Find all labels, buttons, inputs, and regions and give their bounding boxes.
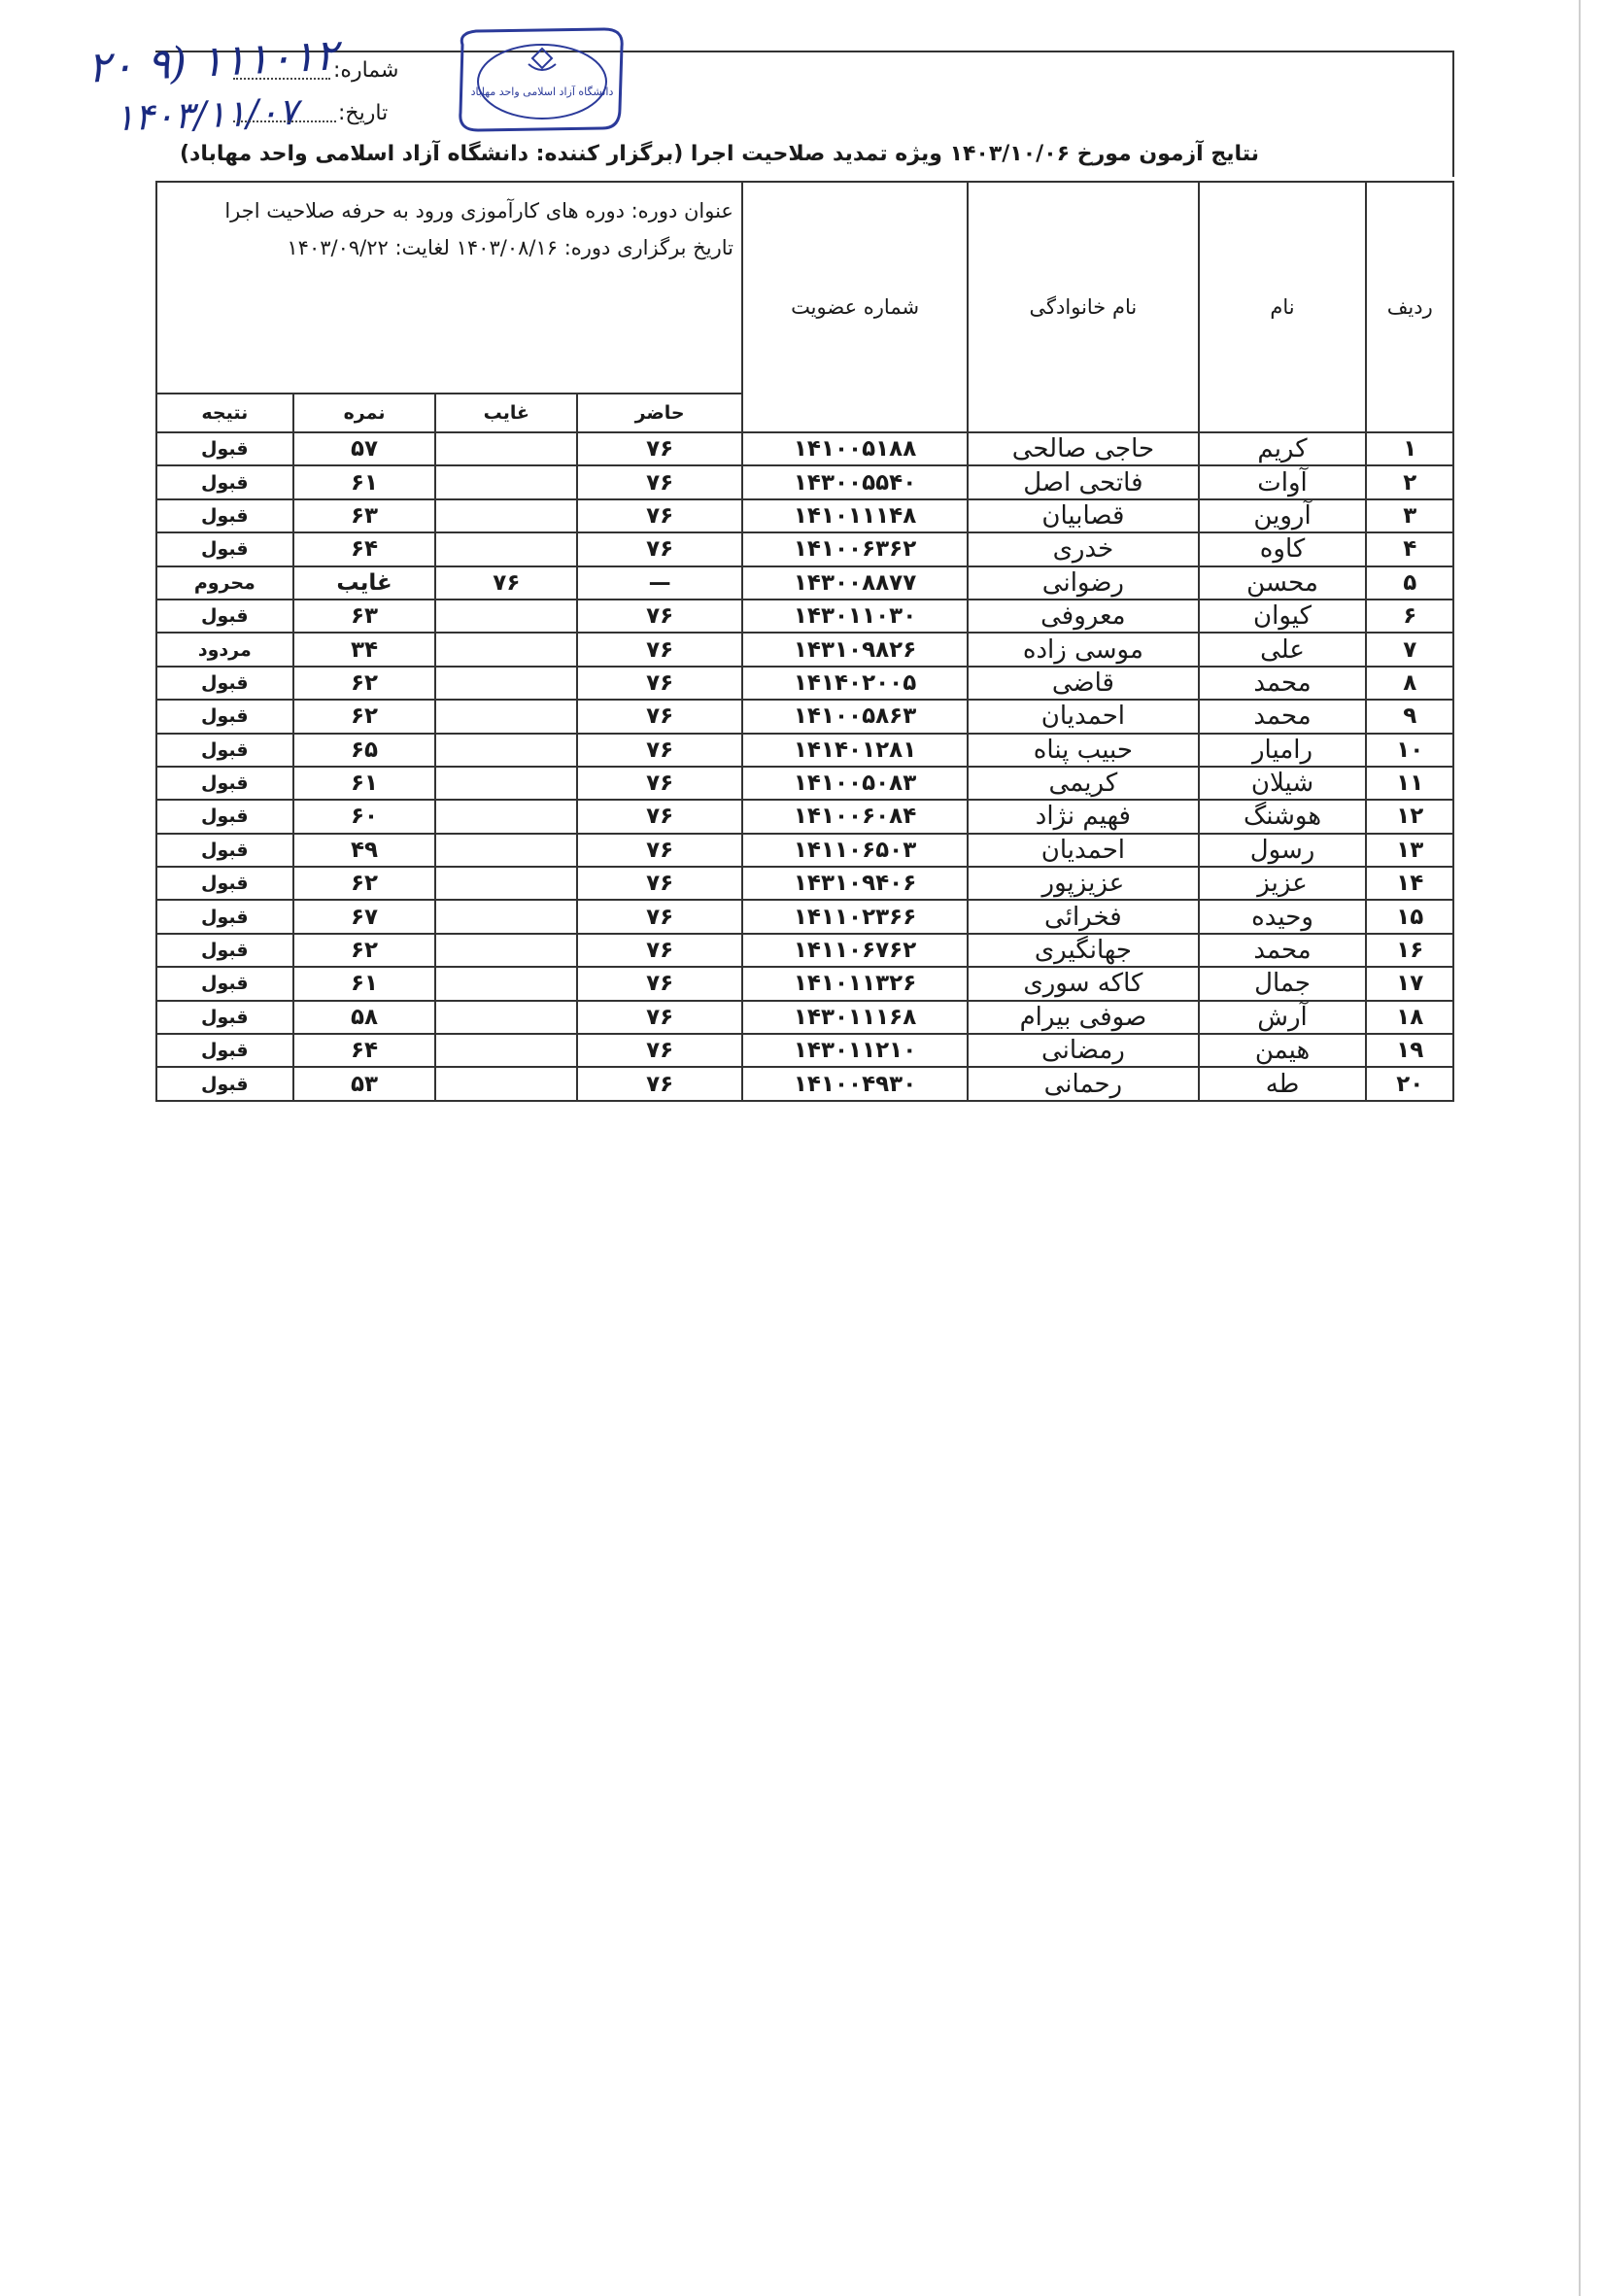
table-row <box>156 800 1453 833</box>
table-row <box>156 867 1453 900</box>
result-cell: قبول <box>156 1001 293 1034</box>
result-cell: قبول <box>156 532 293 565</box>
member-number-cell: ۱۴۳۰۱۱۰۳۰ <box>742 600 968 633</box>
row-number-cell: ۱۰ <box>1366 734 1453 767</box>
score-cell: ۶۳ <box>293 600 436 633</box>
absent-cell <box>435 633 577 666</box>
present-cell: ۷۶ <box>577 734 742 767</box>
row-number-cell: ۱۷ <box>1366 967 1453 1000</box>
result-cell: قبول <box>156 1067 293 1100</box>
score-cell: ۶۳ <box>293 499 436 532</box>
row-number-cell: ۱۶ <box>1366 934 1453 967</box>
first-name-cell: محمد <box>1199 700 1367 733</box>
last-name-cell: خدری <box>968 532 1198 565</box>
course-title: عنوان دوره: دوره های کارآموزی ورود به حرفه صلاحیت اجرا <box>224 199 733 223</box>
results-body <box>156 432 1453 1101</box>
member-number-cell: ۱۴۱۰۰۵۸۶۳ <box>742 700 968 733</box>
absent-cell <box>435 867 577 900</box>
letter-date-label: تاریخ: <box>338 101 389 125</box>
last-name-cell: صوفی بیرام <box>968 1001 1198 1034</box>
absent-cell <box>435 600 577 633</box>
present-cell: ۷۶ <box>577 867 742 900</box>
row-number-cell: ۲ <box>1366 465 1453 498</box>
stamp-text: دانشگاه آزاد اسلامی واحد مهاباد <box>470 86 614 98</box>
table-row <box>156 900 1453 933</box>
handwritten-letter-date: ۱۴۰۳/۱۱/۰۷ <box>114 89 299 140</box>
table-row <box>156 1067 1453 1100</box>
row-number-cell: ۴ <box>1366 532 1453 565</box>
last-name-cell: فهیم نژاد <box>968 800 1198 833</box>
absent-cell <box>435 432 577 465</box>
score-cell: ۳۴ <box>293 633 436 666</box>
score-cell: ۶۱ <box>293 767 436 800</box>
last-name-cell: حبیب پناه <box>968 734 1198 767</box>
header-result: نتیجه <box>156 394 293 432</box>
date-dotted-line <box>233 120 336 122</box>
last-name-cell: قصابیان <box>968 499 1198 532</box>
result-cell: قبول <box>156 967 293 1000</box>
absent-cell <box>435 900 577 933</box>
last-name-cell: عزیزپور <box>968 867 1198 900</box>
table-row <box>156 700 1453 733</box>
first-name-cell: کریم <box>1199 432 1367 465</box>
row-number-cell: ۱۱ <box>1366 767 1453 800</box>
last-name-cell: احمدیان <box>968 834 1198 867</box>
first-name-cell: آروین <box>1199 499 1367 532</box>
last-name-cell: کریمی <box>968 767 1198 800</box>
present-cell: ۷۶ <box>577 633 742 666</box>
handwritten-letter-number: ۲۰ ۹) ۱۱۱۰۱۲ <box>85 30 340 93</box>
last-name-cell: جهانگیری <box>968 934 1198 967</box>
last-name-cell: رحمانی <box>968 1067 1198 1100</box>
table-row <box>156 767 1453 800</box>
member-number-cell: ۱۴۱۰۱۱۳۲۶ <box>742 967 968 1000</box>
present-cell: ۷۶ <box>577 800 742 833</box>
member-number-cell: ۱۴۱۴۰۲۰۰۵ <box>742 667 968 700</box>
last-name-cell: کاکه سوری <box>968 967 1198 1000</box>
absent-cell <box>435 967 577 1000</box>
absent-cell <box>435 667 577 700</box>
last-name-cell: فخرائی <box>968 900 1198 933</box>
score-cell: ۶۲ <box>293 667 436 700</box>
header-present: حاضر <box>577 394 742 432</box>
present-cell: ۷۶ <box>577 967 742 1000</box>
result-cell: قبول <box>156 934 293 967</box>
university-stamp <box>449 25 630 136</box>
first-name-cell: شیلان <box>1199 767 1367 800</box>
table-row <box>156 834 1453 867</box>
table-row <box>156 934 1453 967</box>
present-cell: ۷۶ <box>577 432 742 465</box>
number-dotted-line <box>233 78 330 80</box>
result-cell: محروم <box>156 566 293 600</box>
result-cell: قبول <box>156 600 293 633</box>
absent-cell <box>435 934 577 967</box>
result-cell: مردود <box>156 633 293 666</box>
row-number-cell: ۲۰ <box>1366 1067 1453 1100</box>
last-name-cell: احمدیان <box>968 700 1198 733</box>
table-row <box>156 499 1453 532</box>
present-cell: ۷۶ <box>577 532 742 565</box>
member-number-cell: ۱۴۱۱۰۲۳۶۶ <box>742 900 968 933</box>
member-number-cell: ۱۴۱۰۰۶۰۸۴ <box>742 800 968 833</box>
absent-cell <box>435 800 577 833</box>
member-number-cell: ۱۴۱۱۰۶۷۶۲ <box>742 934 968 967</box>
page-edge-line <box>1579 0 1581 2296</box>
absent-cell <box>435 1034 577 1067</box>
present-cell: ۷۶ <box>577 767 742 800</box>
first-name-cell: رامیار <box>1199 734 1367 767</box>
absent-cell <box>435 1067 577 1100</box>
result-cell: قبول <box>156 499 293 532</box>
row-number-cell: ۱۴ <box>1366 867 1453 900</box>
last-name-cell: موسی زاده <box>968 633 1198 666</box>
first-name-cell: محسن <box>1199 566 1367 600</box>
member-number-cell: ۱۴۱۰۱۱۱۴۸ <box>742 499 968 532</box>
score-cell: ۵۷ <box>293 432 436 465</box>
first-name-cell: وحیده <box>1199 900 1367 933</box>
result-cell: قبول <box>156 700 293 733</box>
row-number-cell: ۵ <box>1366 566 1453 600</box>
header-first-name: نام <box>1199 182 1367 432</box>
member-number-cell: ۱۴۱۱۰۶۵۰۳ <box>742 834 968 867</box>
present-cell: ۷۶ <box>577 1067 742 1100</box>
score-cell: ۶۱ <box>293 465 436 498</box>
last-name-cell: معروفی <box>968 600 1198 633</box>
table-row <box>156 465 1453 498</box>
row-number-cell: ۱۳ <box>1366 834 1453 867</box>
row-number-cell: ۸ <box>1366 667 1453 700</box>
result-cell: قبول <box>156 767 293 800</box>
last-name-cell: رمضانی <box>968 1034 1198 1067</box>
table-row <box>156 432 1453 465</box>
last-name-cell: رضوانی <box>968 566 1198 600</box>
course-dates: تاریخ برگزاری دوره: ۱۴۰۳/۰۸/۱۶ لغایت: ۱۴۰۳/۰۹/۲۲ <box>287 236 733 259</box>
member-number-cell: ۱۴۱۰۰۴۹۳۰ <box>742 1067 968 1100</box>
present-cell: ۷۶ <box>577 834 742 867</box>
row-number-cell: ۱ <box>1366 432 1453 465</box>
score-cell: ۶۲ <box>293 867 436 900</box>
table-row <box>156 734 1453 767</box>
last-name-cell: فاتحی اصل <box>968 465 1198 498</box>
absent-cell <box>435 834 577 867</box>
score-cell: غایب <box>293 566 436 600</box>
member-number-cell: ۱۴۳۱۰۹۴۰۶ <box>742 867 968 900</box>
first-name-cell: آوات <box>1199 465 1367 498</box>
result-cell: قبول <box>156 800 293 833</box>
first-name-cell: کیوان <box>1199 600 1367 633</box>
table-row <box>156 600 1453 633</box>
member-number-cell: ۱۴۱۰۰۵۰۸۳ <box>742 767 968 800</box>
table-row <box>156 532 1453 565</box>
present-cell: ۷۶ <box>577 934 742 967</box>
first-name-cell: رسول <box>1199 834 1367 867</box>
score-cell: ۶۴ <box>293 532 436 565</box>
table-row <box>156 1034 1453 1067</box>
absent-cell <box>435 767 577 800</box>
row-number-cell: ۶ <box>1366 600 1453 633</box>
table-row <box>156 1001 1453 1034</box>
letter-number-label: شماره: <box>333 58 399 83</box>
last-name-cell: حاجی صالحی <box>968 432 1198 465</box>
present-cell: — <box>577 566 742 600</box>
present-cell: ۷۶ <box>577 1001 742 1034</box>
result-cell: قبول <box>156 900 293 933</box>
header-last-name: نام خانوادگی <box>968 182 1198 432</box>
present-cell: ۷۶ <box>577 465 742 498</box>
table-row <box>156 667 1453 700</box>
absent-cell <box>435 734 577 767</box>
absent-cell <box>435 532 577 565</box>
score-cell: ۵۸ <box>293 1001 436 1034</box>
first-name-cell: هوشنگ <box>1199 800 1367 833</box>
first-name-cell: هیمن <box>1199 1034 1367 1067</box>
result-cell: قبول <box>156 1034 293 1067</box>
course-info <box>156 182 742 394</box>
table-row <box>156 967 1453 1000</box>
last-name-cell: قاضی <box>968 667 1198 700</box>
header-absent: غایب <box>435 394 577 432</box>
score-cell: ۶۴ <box>293 1034 436 1067</box>
present-cell: ۷۶ <box>577 667 742 700</box>
header-member-no: شماره عضویت <box>742 182 968 432</box>
first-name-cell: جمال <box>1199 967 1367 1000</box>
present-cell: ۷۶ <box>577 900 742 933</box>
result-cell: قبول <box>156 867 293 900</box>
first-name-cell: کاوه <box>1199 532 1367 565</box>
score-cell: ۶۵ <box>293 734 436 767</box>
score-cell: ۶۷ <box>293 900 436 933</box>
absent-cell: ۷۶ <box>435 566 577 600</box>
row-number-cell: ۱۸ <box>1366 1001 1453 1034</box>
result-cell: قبول <box>156 667 293 700</box>
row-number-cell: ۹ <box>1366 700 1453 733</box>
member-number-cell: ۱۴۱۰۰۵۱۸۸ <box>742 432 968 465</box>
member-number-cell: ۱۴۳۰۱۱۱۶۸ <box>742 1001 968 1034</box>
score-cell: ۶۰ <box>293 800 436 833</box>
score-cell: ۶۲ <box>293 934 436 967</box>
first-name-cell: آرش <box>1199 1001 1367 1034</box>
document-title: نتایج آزمون مورخ ۱۴۰۳/۱۰/۰۶ ویژه تمدید صلاحیت اجرا (برگزار کننده: دانشگاه آزاد اسلامی واحد مهاباد) <box>180 142 1259 166</box>
result-cell: قبول <box>156 734 293 767</box>
results-table <box>155 181 1454 1102</box>
absent-cell <box>435 499 577 532</box>
header-score: نمره <box>293 394 436 432</box>
first-name-cell: علی <box>1199 633 1367 666</box>
table-row <box>156 566 1453 600</box>
member-number-cell: ۱۴۱۰۰۶۳۶۲ <box>742 532 968 565</box>
table-row <box>156 633 1453 666</box>
first-name-cell: طه <box>1199 1067 1367 1100</box>
header-row-top <box>156 182 1453 394</box>
absent-cell <box>435 1001 577 1034</box>
member-number-cell: ۱۴۳۰۰۸۸۷۷ <box>742 566 968 600</box>
member-number-cell: ۱۴۳۰۱۱۲۱۰ <box>742 1034 968 1067</box>
present-cell: ۷۶ <box>577 700 742 733</box>
member-number-cell: ۱۴۳۰۰۵۵۴۰ <box>742 465 968 498</box>
present-cell: ۷۶ <box>577 600 742 633</box>
first-name-cell: عزیز <box>1199 867 1367 900</box>
row-number-cell: ۱۲ <box>1366 800 1453 833</box>
result-cell: قبول <box>156 465 293 498</box>
row-number-cell: ۱۵ <box>1366 900 1453 933</box>
row-number-cell: ۷ <box>1366 633 1453 666</box>
score-cell: ۶۱ <box>293 967 436 1000</box>
member-number-cell: ۱۴۱۴۰۱۲۸۱ <box>742 734 968 767</box>
absent-cell <box>435 465 577 498</box>
present-cell: ۷۶ <box>577 499 742 532</box>
result-cell: قبول <box>156 432 293 465</box>
first-name-cell: محمد <box>1199 934 1367 967</box>
row-number-cell: ۱۹ <box>1366 1034 1453 1067</box>
score-cell: ۶۲ <box>293 700 436 733</box>
score-cell: ۵۳ <box>293 1067 436 1100</box>
row-number-cell: ۳ <box>1366 499 1453 532</box>
result-cell: قبول <box>156 834 293 867</box>
header-row-no: ردیف <box>1366 182 1453 432</box>
present-cell: ۷۶ <box>577 1034 742 1067</box>
score-cell: ۴۹ <box>293 834 436 867</box>
member-number-cell: ۱۴۳۱۰۹۸۲۶ <box>742 633 968 666</box>
absent-cell <box>435 700 577 733</box>
first-name-cell: محمد <box>1199 667 1367 700</box>
